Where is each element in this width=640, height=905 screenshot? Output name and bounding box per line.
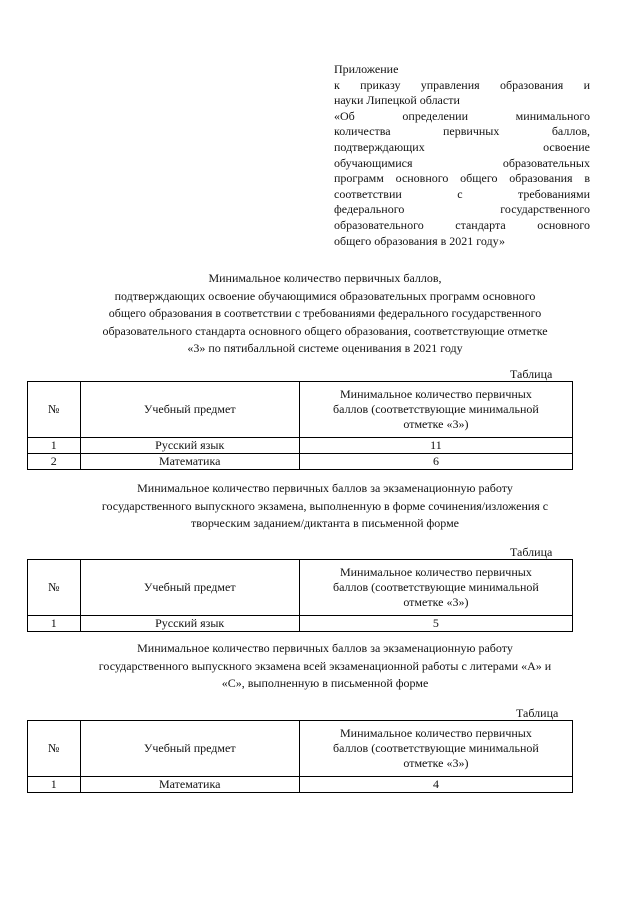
row-min-score: 4 (299, 777, 572, 793)
subject-header: Учебный предмет (80, 382, 299, 438)
appendix-line: к приказу управления образования и (334, 77, 590, 92)
heading-line: творческим заданием/диктанта в письменной форме (190, 516, 460, 530)
row-min-score: 5 (299, 616, 572, 632)
section-2-heading (60, 480, 590, 533)
heading-line: государственного выпускного экзамена, выполненную в форме сочинения/изложения с (101, 498, 549, 513)
heading-line: государственного выпускного экзамена всей экзаменационной работы с литерами «А» и (98, 658, 552, 673)
row-subject: Русский язык (80, 616, 299, 632)
section-3-table (27, 720, 573, 793)
heading-line: «С», выполненную в письменной форме (221, 676, 429, 690)
subject-header: Учебный предмет (80, 721, 299, 777)
appendix-line: Приложение (334, 62, 399, 76)
table-header-row (28, 721, 573, 777)
table-row (28, 777, 573, 793)
heading-line: Минимальное количество первичных баллов за экзаменационную работу (137, 481, 513, 495)
header-line: Минимальное количество первичных (339, 565, 532, 579)
appendix-line: обучающимися образовательных (334, 155, 590, 170)
row-num: 2 (28, 454, 81, 470)
num-header: № (28, 721, 81, 777)
header-line: отметке «3») (403, 756, 469, 770)
header-line: Минимальное количество первичных (339, 726, 532, 740)
subject-header: Учебный предмет (80, 560, 299, 616)
header-line: отметке «3») (403, 417, 469, 431)
table-caption: Таблица (516, 706, 559, 720)
section-2-table (27, 559, 573, 632)
num-header: № (28, 382, 81, 438)
section-3-heading (60, 640, 590, 693)
num-header: № (28, 560, 81, 616)
header-line: отметке «3») (403, 595, 469, 609)
header-line: баллов (соответствующие минимальной (333, 402, 539, 416)
appendix-line: общего образования в 2021 году» (334, 233, 505, 248)
appendix-line: науки Липецкой области (334, 93, 460, 108)
row-num: 1 (28, 777, 81, 793)
table-row (28, 454, 573, 470)
header-line: Минимальное количество первичных (339, 387, 532, 401)
min-score-header (299, 382, 572, 438)
table-row (28, 616, 573, 632)
heading-line: подтверждающих освоение обучающимися образовательных программ основного (114, 288, 536, 303)
table-caption: Таблица (510, 367, 553, 381)
section-1-heading (60, 270, 590, 358)
appendix-line: программ основного общего образования в (334, 171, 590, 186)
heading-line: общего образования в соответствии с требованиями федерального государственного (108, 306, 542, 320)
table-caption: Таблица (510, 545, 553, 559)
min-score-header (299, 721, 572, 777)
appendix-line: подтверждающих освоение (334, 139, 590, 154)
heading-line: Минимальное количество первичных баллов, (208, 271, 442, 285)
appendix-block (334, 62, 590, 249)
appendix-line: количества первичных баллов, (334, 124, 590, 139)
row-subject: Математика (80, 454, 299, 470)
row-subject: Математика (80, 777, 299, 793)
heading-line: «3» по пятибалльной системе оценивания в 2021 году (187, 341, 463, 355)
row-min-score: 11 (299, 438, 572, 454)
table-header-row (28, 382, 573, 438)
heading-line: Минимальное количество первичных баллов за экзаменационную работу (137, 641, 513, 655)
row-num: 1 (28, 616, 81, 632)
header-line: баллов (соответствующие минимальной (333, 580, 539, 594)
appendix-line: образовательного стандарта основного (334, 217, 590, 232)
row-num: 1 (28, 438, 81, 454)
appendix-line: федерального государственного (334, 202, 590, 217)
header-line: баллов (соответствующие минимальной (333, 741, 539, 755)
heading-line: образовательного стандарта основного общего образования, соответствующие отметке (102, 323, 548, 338)
section-1-table (27, 381, 573, 470)
appendix-line: «Об определении минимального (334, 108, 590, 123)
row-min-score: 6 (299, 454, 572, 470)
table-row (28, 438, 573, 454)
appendix-line: соответствии с требованиями (334, 186, 590, 201)
min-score-header (299, 560, 572, 616)
row-subject: Русский язык (80, 438, 299, 454)
table-header-row (28, 560, 573, 616)
